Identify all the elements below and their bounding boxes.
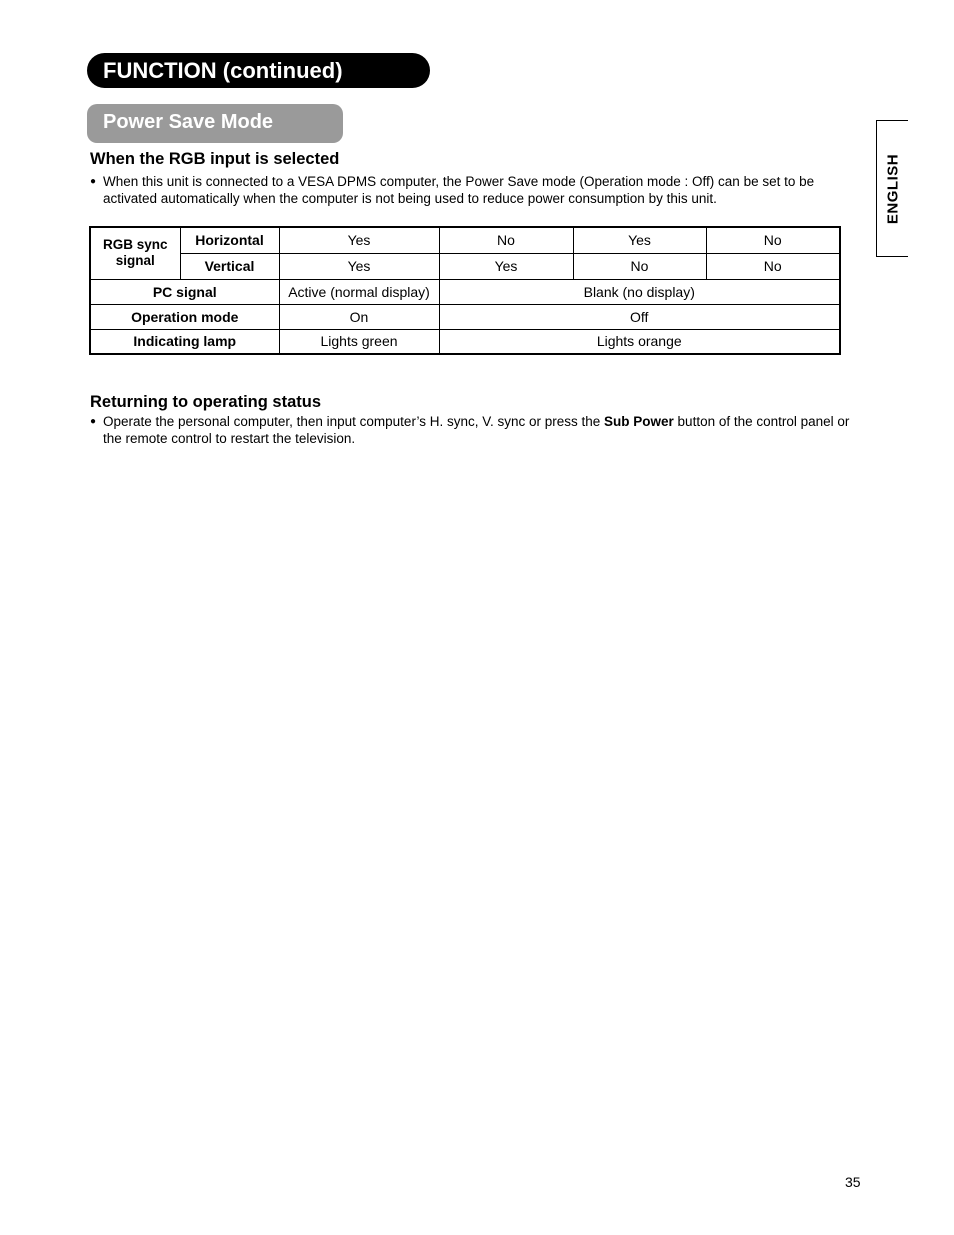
language-tab xyxy=(876,120,908,257)
rgb-input-heading: When the RGB input is selected xyxy=(90,150,340,168)
table-cell: Off xyxy=(439,304,840,329)
operation-mode-label: Operation mode xyxy=(90,304,279,329)
returning-bullet xyxy=(90,413,850,447)
table-row-indicating-lamp xyxy=(90,329,840,354)
returning-heading: Returning to operating status xyxy=(90,393,321,411)
table-cell: No xyxy=(573,253,706,279)
table-cell: Yes xyxy=(439,253,573,279)
table-cell: Yes xyxy=(279,253,439,279)
table-cell: No xyxy=(706,253,840,279)
indicating-lamp-label: Indicating lamp xyxy=(90,329,279,354)
rgb-input-bullet xyxy=(90,173,850,207)
power-save-table xyxy=(89,226,841,355)
bullet-dot-icon: ● xyxy=(90,416,97,427)
page-number: 35 xyxy=(845,1174,861,1190)
subsection-title: Power Save Mode xyxy=(103,111,274,133)
table-cell: Lights green xyxy=(279,329,439,354)
table-cell: Yes xyxy=(573,227,706,253)
section-title: FUNCTION (continued) xyxy=(103,58,343,83)
horizontal-label: Horizontal xyxy=(180,227,279,253)
vertical-label: Vertical xyxy=(180,253,279,279)
language-label: ENGLISH xyxy=(884,153,901,224)
rgb-input-bullet-text: When this unit is connected to a VESA DPMS computer, the Power Save mode (Operation mode : Off) can be set to be activated automatically when the computer is not being used to reduce power consumption by this unit. xyxy=(103,174,815,206)
table-row-vertical xyxy=(90,253,840,279)
section-title-banner xyxy=(87,53,430,88)
rgb-sync-signal-label: RGB sync signal xyxy=(90,227,180,279)
table-cell: Lights orange xyxy=(439,329,840,354)
table-cell: Active (normal display) xyxy=(279,279,439,304)
sub-power-label: Sub Power xyxy=(604,414,674,429)
table-row-operation-mode xyxy=(90,304,840,329)
returning-bullet-text-pre: Operate the personal computer, then input computer’s H. sync, V. sync or press the xyxy=(103,414,605,429)
returning-bullet-text-post: button of the control panel or the remote control to restart the television. xyxy=(103,414,850,446)
table-cell: No xyxy=(439,227,573,253)
table-cell: On xyxy=(279,304,439,329)
pc-signal-label: PC signal xyxy=(90,279,279,304)
table-cell: No xyxy=(706,227,840,253)
subsection-title-banner xyxy=(87,104,343,143)
table-row-pc-signal xyxy=(90,279,840,304)
table-cell: Yes xyxy=(279,227,439,253)
table-cell: Blank (no display) xyxy=(439,279,840,304)
table-row-horizontal xyxy=(90,227,840,253)
bullet-dot-icon: ● xyxy=(90,176,97,187)
